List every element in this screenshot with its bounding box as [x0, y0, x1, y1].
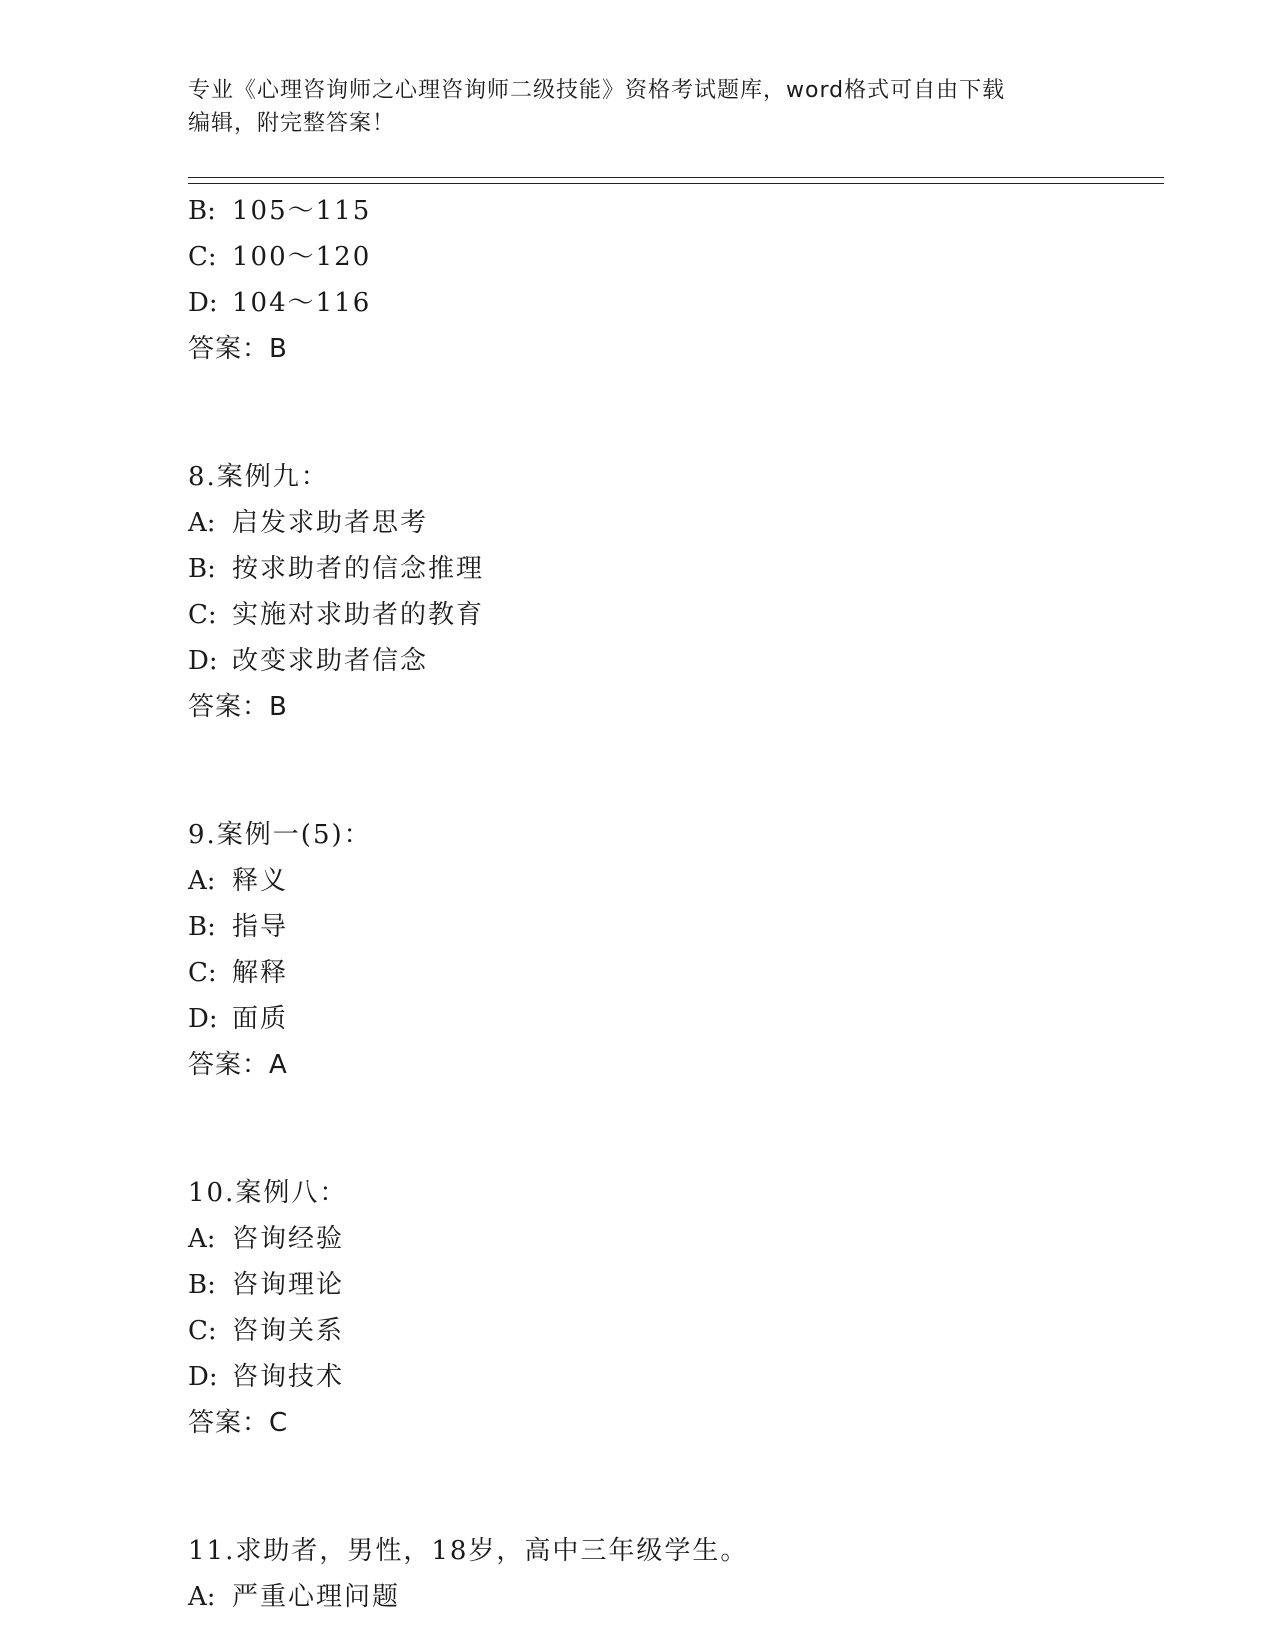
option-row: [188, 234, 1148, 280]
answer-line: 答案：A: [188, 1050, 288, 1080]
header-divider-bottom: [188, 183, 1164, 184]
option-key: A:: [188, 1582, 216, 1612]
option-text: 面质: [232, 1004, 289, 1034]
option-text: 100～120: [232, 242, 372, 272]
option-key: B:: [188, 912, 216, 942]
spacer: [188, 1446, 1148, 1528]
option-key: C:: [188, 958, 217, 988]
option-row: [188, 1308, 1148, 1354]
spacer: [188, 1088, 1148, 1170]
option-row: [188, 950, 1148, 996]
option-row: [188, 1354, 1148, 1400]
question-title: 11.求助者，男性，18岁，高中三年级学生。: [188, 1536, 749, 1566]
option-row: [188, 592, 1148, 638]
answer-line: 答案：C: [188, 1408, 289, 1438]
option-text: 咨询理论: [232, 1270, 345, 1300]
option-key: C:: [188, 242, 217, 272]
option-key: B:: [188, 554, 216, 584]
option-key: D:: [188, 646, 218, 676]
option-key: D:: [188, 1362, 218, 1392]
option-key: A:: [188, 866, 216, 896]
option-key: A:: [188, 508, 216, 538]
option-text: 解释: [232, 958, 289, 988]
option-row: [188, 500, 1148, 546]
option-key: A:: [188, 1224, 216, 1254]
option-key: D:: [188, 1004, 218, 1034]
option-text: 咨询关系: [232, 1316, 345, 1346]
option-key: B:: [188, 196, 216, 226]
header-line-1: 专业《心理咨询师之心理咨询师二级技能》资格考试题库，word格式可自由下载: [188, 78, 1006, 103]
option-row: [188, 1216, 1148, 1262]
document-header: [188, 74, 1088, 140]
option-row: [188, 280, 1148, 326]
option-text: 咨询技术: [232, 1362, 345, 1392]
option-text: 104～116: [232, 288, 372, 318]
option-key: C:: [188, 600, 217, 630]
option-text: 严重心理问题: [232, 1582, 401, 1612]
option-text: 咨询经验: [232, 1224, 345, 1254]
option-row: [188, 188, 1148, 234]
option-row: [188, 1262, 1148, 1308]
option-key: B:: [188, 1270, 216, 1300]
header-divider-top: [188, 177, 1164, 178]
option-text: 释义: [232, 866, 289, 896]
answer-line: 答案：B: [188, 334, 288, 364]
question-list: [188, 188, 1148, 1620]
option-text: 指导: [232, 912, 289, 942]
option-text: 实施对求助者的教育: [232, 600, 485, 630]
option-text: 启发求助者思考: [232, 508, 429, 538]
question-title: 8.案例九：: [188, 462, 329, 492]
option-row: [188, 904, 1148, 950]
spacer: [188, 730, 1148, 812]
header-line-2: 编辑，附完整答案！: [188, 111, 396, 136]
option-row: [188, 1574, 1148, 1620]
option-key: D:: [188, 288, 218, 318]
option-row: [188, 638, 1148, 684]
answer-line: 答案：B: [188, 692, 288, 722]
option-row: [188, 996, 1148, 1042]
spacer: [188, 372, 1148, 454]
option-key: C:: [188, 1316, 217, 1346]
option-text: 改变求助者信念: [232, 646, 429, 676]
question-title: 9.案例一(5)：: [188, 820, 372, 850]
option-row: [188, 546, 1148, 592]
option-text: 按求助者的信念推理: [232, 554, 485, 584]
option-text: 105～115: [232, 196, 372, 226]
question-title: 10.案例八：: [188, 1178, 348, 1208]
option-row: [188, 858, 1148, 904]
